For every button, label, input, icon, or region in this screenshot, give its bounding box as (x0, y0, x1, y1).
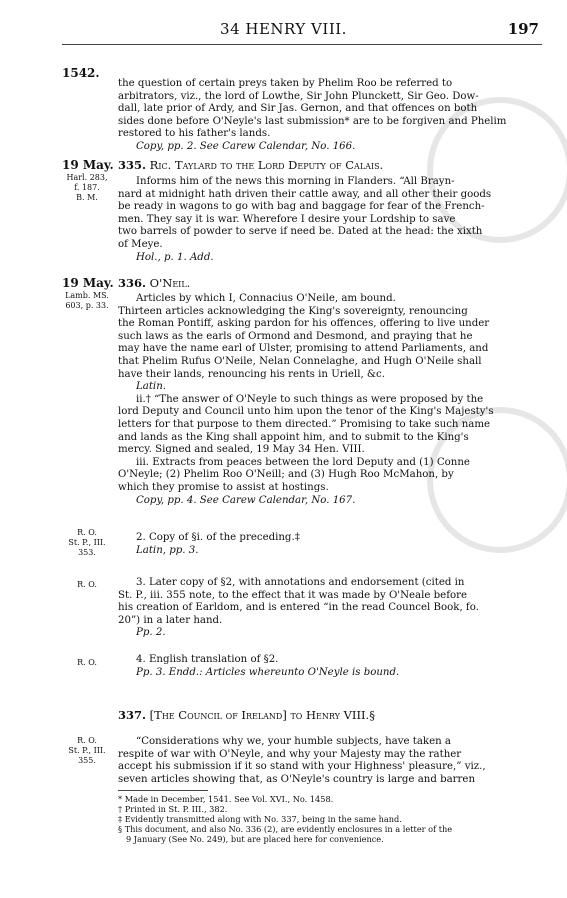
text-line: the Roman Pontiff, asking pardon for his offences, offering to live under (118, 318, 490, 330)
text-line: 2. Copy of §i. of the preceding.‡ (136, 532, 300, 543)
source-note: Pp. 3. Endd.: Articles whereunto O'Neyle is bound. (136, 666, 400, 678)
source-line: St. P., III. (68, 746, 106, 755)
text-line: letters for that purpose to them directed.” Promising to take such name (118, 418, 491, 430)
text-line: Thirteen articles acknowledging the King's sovereignty, renouncing (118, 305, 468, 317)
entry-body (118, 736, 538, 786)
footnote: * Made in December, 1541. See Vol. XVI., No. 1458. (118, 794, 334, 804)
language-note: Latin. (136, 381, 166, 393)
sub-entry (118, 532, 538, 557)
footnote: 9 January (See No. 249), but are placed here for convenience. (126, 834, 384, 844)
entry-number: 335. (118, 158, 147, 172)
text-line: Informs him of the news this morning in Flanders. “All Brayn- (136, 176, 455, 187)
text-line: dall, late prior of Ardy, and Sir Jas. Gernon, and that offences on both (118, 103, 478, 115)
text-line: “Considerations why we, your humble subjects, have taken a (136, 736, 451, 747)
copy-note: Copy, pp. 2. See Carew Calendar, No. 166. (136, 140, 356, 152)
text-line: such laws as the earls of Ormond and Desmond, and praying that he (118, 330, 473, 342)
text-line: iii. Extracts from peaces between the lord Deputy and (1) Conne (136, 456, 470, 468)
source-reference (62, 736, 112, 766)
entry-number: 336. (118, 276, 147, 290)
footnote: † Printed in St. P. III., 382. (118, 804, 228, 814)
text-line: men. They say it is war. Wherefore I desire your Lordship to save (118, 213, 456, 225)
text-line: seven articles showing that, as O'Neyle's country is large and barren (118, 773, 476, 785)
source-line: Harl. 283, (66, 173, 108, 182)
text-line: lord Deputy and Council unto him upon the tenor of the King's Majesty's (118, 406, 494, 418)
source-reference (62, 528, 112, 558)
source-reference (62, 580, 112, 590)
footnote: ‡ Evidently transmitted along with No. 337, being in the same hand. (118, 814, 402, 824)
page-number: 197 (507, 20, 539, 38)
text-line: of Meye. (118, 238, 163, 250)
entry-heading (118, 276, 538, 290)
source-note: Latin, pp. 3. (136, 544, 199, 556)
source-line: 353. (78, 548, 96, 557)
text-line: accept his submission if it so stand with your Highness' pleasure,” viz., (118, 761, 486, 773)
source-line: f. 187. (74, 183, 100, 192)
source-line: R. O. (77, 658, 97, 667)
source-reference (62, 658, 112, 668)
source-note: Hol., p. 1. Add. (136, 251, 214, 263)
header-rule (62, 44, 542, 45)
entry-heading (118, 708, 538, 722)
text-line: Articles by which I, Connacius O'Neile, am bound. (136, 293, 396, 304)
entry-body (118, 176, 538, 264)
running-title: 34 HENRY VIII. (220, 20, 347, 38)
text-line: that Phelim Rufus O'Neile, Nelan Connelaghe, and Hugh O'Neile shall (118, 355, 482, 367)
source-line: 603, p. 33. (65, 301, 109, 310)
entry-date: 19 May. (62, 276, 114, 290)
text-line: and lands as the King shall appoint him, and to submit to the King's (118, 431, 469, 443)
text-line: the question of certain preys taken by Phelim Roo be referred to (118, 78, 453, 89)
source-line: R. O. (77, 736, 97, 745)
source-line: Lamb. MS. (65, 291, 109, 300)
footnote: § This document, and also No. 336 (2), are evidently enclosures in a letter of the (118, 824, 453, 834)
entry-heading (118, 158, 538, 172)
text-line: 4. English translation of §2. (136, 654, 279, 665)
text-line: 3. Later copy of §2, with annotations and endorsement (cited in (136, 577, 465, 588)
entry-number: 337. (118, 708, 147, 722)
source-line: B. M. (76, 193, 98, 202)
text-line: be ready in wagons to go with bag and baggage for fear of the French- (118, 201, 485, 213)
text-line: St. P., iii. 355 note, to the effect that it was made by O'Neale before (118, 589, 467, 601)
text-line: his creation of Earldom, and is entered “in the read Councel Book, fo. (118, 602, 479, 614)
source-line: R. O. (77, 528, 97, 537)
footnotes (118, 794, 543, 844)
text-line: respite of war with O'Neyle, and why your Majesty may the rather (118, 748, 462, 760)
text-line: have their lands, renouncing his rents in Uriell, &c. (118, 368, 385, 380)
source-note: Pp. 2. (136, 627, 166, 639)
source-line: St. P., III. (68, 538, 106, 547)
entry-title: O'Neil. (149, 276, 191, 290)
text-line: may have the name earl of Ulster, promising to attend Parliaments, and (118, 343, 489, 355)
text-line: two barrels of powder to serve if need be. Dated at the head: the xixth (118, 226, 483, 238)
source-line: 355. (78, 756, 96, 765)
text-line: ii.† “The answer of O'Neyle to such things as were proposed by the (136, 393, 484, 405)
text-line: O'Neyle; (2) Phelim Roo O'Neill; and (3) Hugh Roo McMahon, by (118, 469, 454, 481)
text-line: nard at midnight hath driven their cattle away, and all other their goods (118, 188, 492, 200)
entry-title: Ric. Taylard to the Lord Deputy of Calais. (149, 158, 384, 172)
copy-note: Copy, pp. 4. See Carew Calendar, No. 167. (136, 494, 356, 506)
entry-title: [The Council of Ireland] to Henry VIII.§ (149, 708, 375, 722)
sub-entry (118, 654, 538, 679)
source-reference (62, 291, 112, 311)
source-reference (62, 173, 112, 203)
sub-entry (118, 577, 538, 640)
text-line: restored to his father's lands. (118, 128, 271, 140)
entry-date: 19 May. (62, 158, 114, 172)
text-line: 20”) in a later hand. (118, 614, 223, 626)
margin-year: 1542. (62, 66, 100, 80)
entry-body (118, 293, 538, 507)
footnote-rule (118, 790, 208, 791)
text-line: mercy. Signed and sealed, 19 May 34 Hen. VIII. (118, 444, 365, 456)
text-line: which they promise to assist at hostings. (118, 481, 329, 493)
entry-continuation (118, 78, 538, 154)
text-line: arbitrators, viz., the lord of Lowthe, Sir John Plunckett, Sir Geo. Dow- (118, 90, 479, 102)
source-line: R. O. (77, 580, 97, 589)
text-line: sides done before O'Neyle's last submission* are to be forgiven and Phelim (118, 115, 507, 127)
